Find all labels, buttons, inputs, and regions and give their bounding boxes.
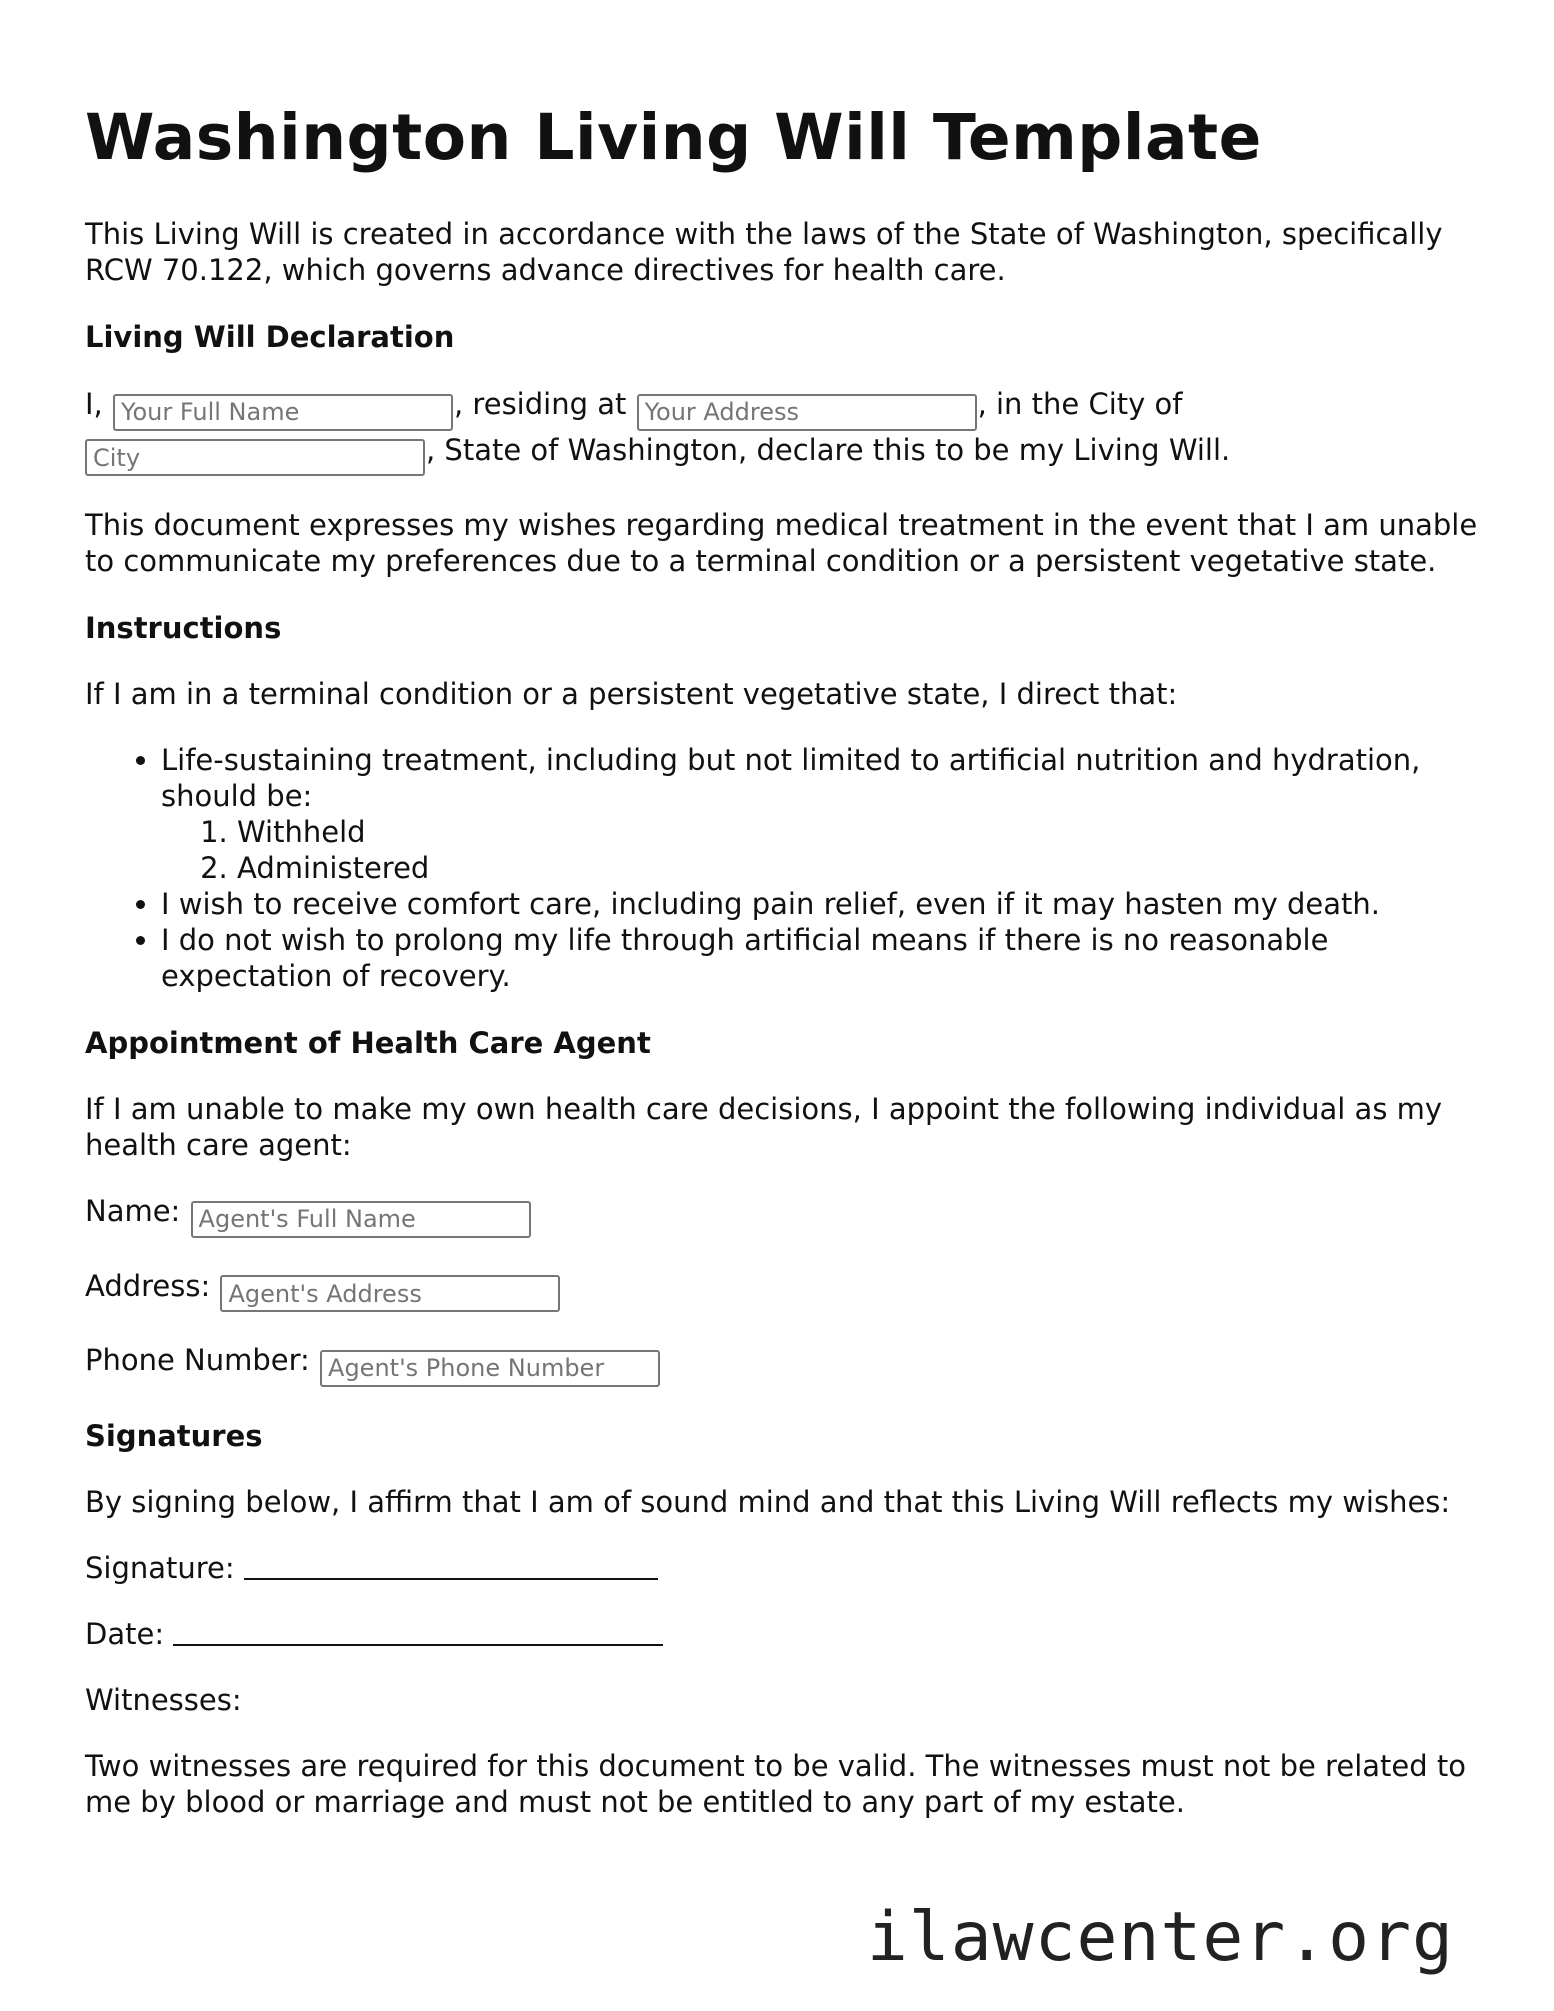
list-item: • I do not wish to prolong my life through artificial means if there is no reasonable expectation of recovery. [161,922,1485,994]
agent-name-input[interactable] [191,1201,531,1238]
agent-address-label: Address: [85,1268,211,1303]
agent-phone-row [85,1342,1485,1387]
instructions-heading: Instructions [85,611,282,645]
agent-name-row [85,1193,1485,1238]
option-withheld: 1. Withheld [237,814,1485,850]
witness-note: Two witnesses are required for this document to be valid. The witnesses must not be related to me by blood or marriage and must not be entitled to any part of my estate. [85,1748,1466,1819]
agent-phone-input[interactable] [320,1350,660,1387]
agent-phone-label: Phone Number: [85,1343,310,1377]
date-line[interactable] [173,1618,663,1646]
agent-heading: Appointment of Health Care Agent [85,1026,651,1060]
option-administered: 2. Administered [237,850,1485,886]
signature-label: Signature: [85,1550,235,1585]
agent-address-row [85,1268,1485,1313]
declaration-text-i: I, [85,387,103,421]
agent-lead: If I am unable to make my own health care decisions, I appoint the following individual as my health care agent: [85,1092,1443,1162]
instructions-list [85,742,1485,994]
purpose-paragraph: This document expresses my wishes regarding medical treatment in the event that I am unable to communicate my preferences due to a terminal condition or a persistent vegetative state. [85,508,1478,578]
list-item [161,742,1485,886]
intro-paragraph: This Living Will is created in accordance with the laws of the State of Washington, specifically RCW 70.122, which governs advance directives for health care. [85,217,1443,287]
city-input[interactable] [85,439,425,476]
address-input[interactable] [637,394,977,431]
declaration-text-city-of: , in the City of [977,387,1183,421]
signature-row [85,1550,1485,1586]
agent-address-input[interactable] [220,1275,560,1312]
declaration-paragraph [85,385,1485,476]
full-name-input[interactable] [113,394,453,431]
signatures-heading: Signatures [85,1418,263,1453]
declaration-text-declare: , State of Washington, declare this to be my Living Will. [426,432,1231,467]
signature-line[interactable] [244,1552,658,1580]
watermark: ilawcenter.org [866,1898,1454,1977]
page-title: Washington Living Will Template [85,101,1262,174]
agent-name-label: Name: [85,1194,181,1228]
treatment-item-text: Life-sustaining treatment, including but not limited to artificial nutrition and hydration, should be: [161,743,1421,813]
declaration-heading: Living Will Declaration [85,320,455,354]
treatment-options-list [161,814,1485,886]
date-label: Date: [85,1616,165,1651]
document [85,100,1485,1850]
declaration-text-residing: , residing at [454,387,627,421]
affirm-paragraph: By signing below, I affirm that I am of sound mind and that this Living Will reflects my wishes: [85,1484,1451,1519]
witnesses-label: Witnesses: [85,1682,242,1717]
date-row [85,1616,1485,1652]
instructions-lead: If I am in a terminal condition or a persistent vegetative state, I direct that: [85,677,1178,711]
list-item: • I wish to receive comfort care, including pain relief, even if it may hasten my death. [161,886,1485,922]
